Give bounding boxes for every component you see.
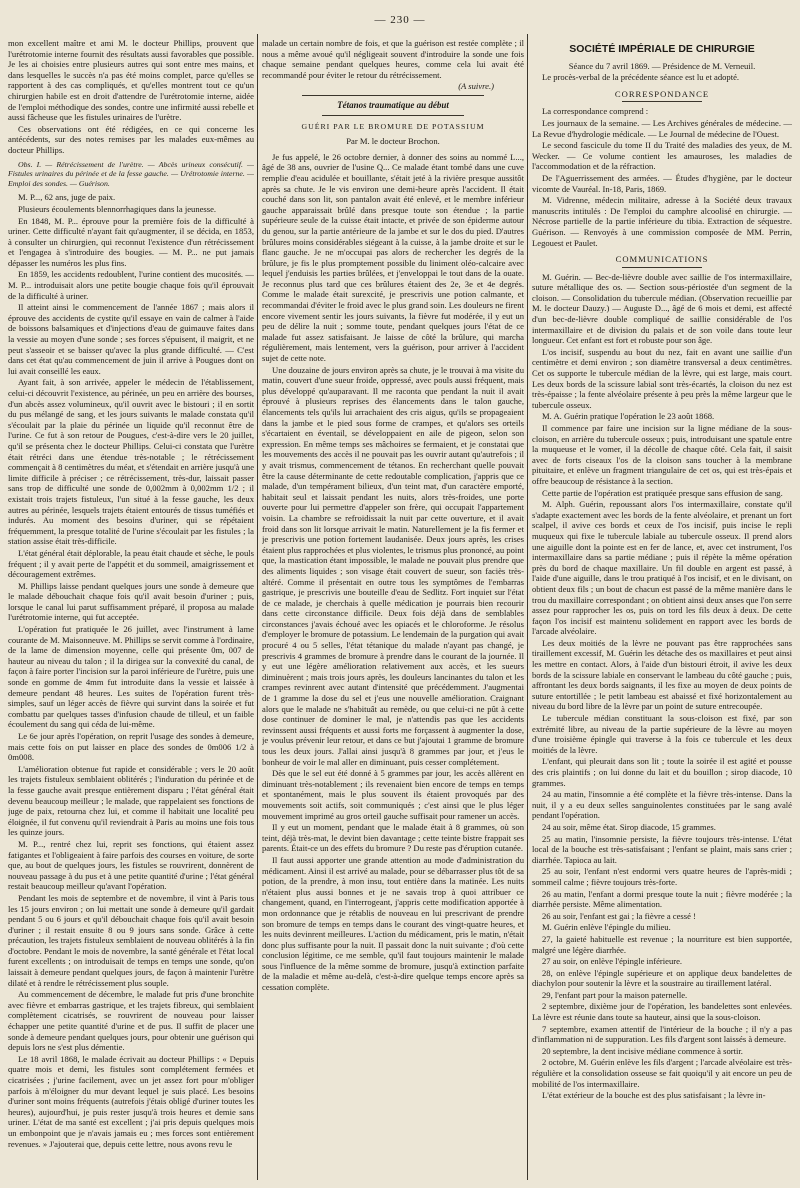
column-left [8,38,254,1178]
column-middle [262,38,524,1178]
paragraph: L'enfant, qui pleurait dans son lit ; toute la soirée il est agité et pousse des cris plaintifs ; on lui donne du lait et du bouillon ; sirop diacode, 10 grammes. [532,756,792,788]
paragraph: 25 au soir, l'enfant n'est endormi vers quatre heures de l'après-midi ; sommeil calme ; fièvre toujours très-forte. [532,866,792,887]
section-title: SOCIÉTÉ IMPÉRIALE DE CHIRURGIE [569,43,755,55]
column-right [532,38,792,1178]
paragraph: Ces observations ont été rédigées, en ce qui concerne les antécédents, sur des notes remises par les malades eux-mêmes au docteur Phillips. [8,123,254,155]
paragraph: M. Vidrenne, médecin militaire, adresse à la Société deux travaux manuscrits intitulés : De l'emploi du camphre alcoolisé en chirurgie. — Nécrose partielle de la partie inférieure du tibia. Extraction de séquestre. Guérison. — Renvoyés à une commission composée de MM. Perrin, Legouest et Paulet. [532,195,792,248]
paragraph: Il faut aussi apporter une grande attention au mode d'administration du médicament. Ainsi il est arrivé au malade, pour se débarrasser plus tôt de sa potion, de la prendre, à mon insu, tout entière dans la matinée. Les nuits n'étaient plus aussi bonnes et je ne savais trop à quoi attribuer ce changement, quand, en l'interrogeant, j'appris cette modification apportée à mon ordonnance que je rétablis de nouveau en lui prescrivant de prendre son bromure de temps en temps dans le courant des vingt-quatre heures, et les nuits devinrent meilleures. L'action du médicament, pris le matin, n'était donc plus suffisante pour la nuit. Il passait donc la nuit suivante ; d'où cette conclusion légitime, ce me semble, qu'il faut toujours maintenir le malade sous l'influence de la même somme de bromure, jusqu'à extinction parfaite de la maladie et même au-delà, c'est-à-dire quelque temps encore après sa cessation complète. [262,854,524,993]
paragraph: Le procès-verbal de la précédente séance est lu et adopté. [542,72,740,83]
paragraph: Une douzaine de jours environ après sa chute, je le trouvai à ma visite du matin, couvert d'une sueur froide, oppressé, avec pouls aussi fréquent, mais plus développé qu'auparavant. Il me raconta que pendant la nuit il avait éprouvé à plusieurs reprises des élancements dans le talon gauche, élancements tels qu'ils lui arrachaient des cris aigus, qu'ils se propageaient dans la jambe et le pied sous forme de crampes, et qu'alors ses orteils s'écartaient en éventail, se développaient en aile de pigeon, selon son expression. En même temps ses mâchoires se fermaient, et je constatai que les mouvements des accès il ne pouvait pas les ouvrir autant qu'autrefois ; il y avait trismus, commencement de tétanos. En recherchant quelle pouvait être la cause déterminante de cette redoutable complication, j'appris que ce malade, d'un tempérament bilieux, d'un teint mat, d'un caractère emporté, habitait seul et laissait pendant les nuits, alors très-froides, une porte ouverte pour lui permettre d'appeler son frère, qui occupait l'appartement voisin. La chambre se refroidissait la nuit par cette ouverture, et il avait froid dans son lit lorsque arrivait le matin. Naturellement je la fis fermer et je prescrivis une potion fortement laudanisée. Deux jours après, les crises étaient plus rapprochées et plus violentes, le trismus plus prononcé, au point que, la mastication étant impossible, le malade ne pouvait plus prendre que des aliments liquides ; son visage était couvert de sueur, son faciès très-altéré. Comme il présentait en outre tous les symptômes de l'embarras gastrique, je prescrivis une bouteille d'eau de Sedlitz. Fort inquiet sur l'état de ce malade, je cherchais à quelle médication je pourrais bien recourir dans cette circonstance difficile. Deux fois déjà dans de semblables circonstances j'avais échoué avec les opiacés et le chloroforme. Je résolus d'employer le bromure de potassium. Le lendemain de la purgation qui avait procuré 4 ou 5 selles, l'état tétanique du malade n'ayant pas changé, je prescrivis 4 grammes de bromure à prendre dans le courant de la journée. Il y eut une légère amélioration relativement aux accès, et les sueurs diminuèrent ; mais trois jours après, les douleurs lancinantes du talon et les crampes revinrent avec autant d'intensité que précédemment. J'augmentai de 1 gramme la dose du sel et j'eus une nouvelle amélioration. Craignant alors que le malade ne s'habituât au remède, ou que celui-ci ne pût à cette dose continuer de dominer le mal, je n'attendis pas que les accidents revinssent aussi fréquents et aussi forts me forçassent à augmenter la dose, je voulus prévenir leur retour, et dans ce but j'ajoutai 1 gramme de bromure tous les deux jours. J'allai ainsi jusqu'à 8 grammes par jour, et j'eus le bonheur de voir le mal aller en diminuant, puis cesser complétement. [262,364,524,767]
to-be-continued: (A suivre.) [458,81,494,92]
column-rule-right [527,34,528,1180]
paragraph: 7 septembre, examen attentif de l'intérieur de la bouche ; il n'y a pas d'inflammation ni de suppuration. Les fils d'argent sont laissés à demeure. [532,1023,792,1045]
paragraph: M. Alph. Guérin, repoussant alors l'os intermaxillaire, constate qu'il s'adapte exactement avec les bords de la fente alvéolaire, et prenant un fort scalpel, il avive ces bords et ceux de l'os incisif, puis incise le repli muqueux qui fixe le tubercule labiale au tubercule osseux. Il prend alors une aiguille dont la pointe est en fer de lance, et, avec cet instrument, l'os intermaxillaire dans sa partie médiane ; puis il répète la même opération près du bord de chaque maxillaire. Un fil double en argent est passé, à l'aide d'une aiguille, dans le trou pratiqué à l'os incisif, et en le divisant, on obtient deux fils ; un bout de chacun est passé de la même manière dans le trou du maxillaire correspondant ; on obtient ainsi deux anses que l'on serre assez pour rapprocher les os, puis on tord les fils deux à deux. De cette façon l'os incisif est maintenu solidement en rapport avec les bords de l'arcade alvéolaire. [532,499,792,637]
paragraph: Pendant les mois de septembre et de novembre, il vint à Paris tous les 15 jours environ ; on lui mettait une sonde à demeure qu'il gardait pendant 5 ou 6 jours et qu'il débouchait chaque fois qu'il avait besoin d'uriner ; il restait ensuite 8 ou 9 jours sans sonde. Grâce à cette précaution, les trajets fistuleux semblaient de nouveau oblitérés à la fin d'octobre. Pendant le mois de novembre, la santé générale et l'état local furent excellents ; on introduisait de temps en temps une sonde, qu'on laissait à demeure pendant quelques jours, de façon à maintenir l'urètre dilaté et à rendre le rétrécissement plus souple. [8,892,254,988]
separator [302,95,484,96]
paragraph: 2 septembre, dixième jour de l'opération, les bandelettes sont enlevées. La lèvre est réunie dans toute sa hauteur, ainsi que la sous-cloison. [532,1001,792,1023]
paragraph: 2 octobre, M. Guérin enlève les fils d'argent ; l'arcade alvéolaire est très-régulière et la consolidation osseuse se fait quoiqu'il y ait encore un peu de mobilité de l'os intermaxillaire. [532,1057,792,1089]
separator [622,267,702,268]
paragraph: L'état général était déplorable, la peau était chaude et sèche, le pouls fréquent ; il y avait perte de l'appétit et du sommeil, amaigrissement et découragement extrêmes. [8,547,254,580]
communications-heading: COMMUNICATIONS [615,254,709,265]
paragraph: Au commencement de décembre, le malade fut pris d'une bronchite avec fièvre et embarras gastrique, et les trajets fibreux, qui semblaient complètement cicatrisés, se rouvrirent de nouveau pour laisser échapper une petite quantité d'urine et de pus. Il suffit de placer une sonde à demeure pendant quelques jours, pour obtenir une guérison qui depuis lors ne s'est plus démentie. [8,989,254,1053]
column-rule-left [257,34,258,1180]
separator [322,115,464,116]
correspondance-heading: CORRESPONDANCE [614,88,710,99]
paragraph: Les journaux de la semaine. — Les Archives générales de médecine. — La Revue d'hydrologie médicale. — Le Journal de médecine de l'Ouest. [532,117,792,139]
page-number: — 230 — [374,14,426,26]
paragraph: 29, l'enfant part pour la maison paternelle. [542,989,688,1000]
paragraph: mon excellent maître et ami M. le docteur Phillips, prouvent que l'urétrotomie interne fournit des résultats aussi favorables que possible. Je les ai choisies entre plusieurs autres qui sont entre mes mains, et dans lesquelles le succès n'a pas été moins complet, parce qu'elles se rapportent à des cas compliqués, et qu'elles montrent tout ce qu'un chirurgien habile est en droit d'attendre de l'urétrotomie interne, aidée de l'emploi méthodique des sondes, contre une infirmité aussi rebelle et aussi fâcheuse que les fistules urinaires de l'urètre. [8,38,254,123]
paragraph: Le second fascicule du tome II du Traité des maladies des yeux, de M. Wecker. — Ce volume contient les amauroses, les maladies de l'accommodation et de la réfraction. [532,140,792,172]
paragraph: 27 au soir, on enlève l'épingle inférieure. [542,956,683,967]
paragraph: Plusieurs écoulements blennorrhagiques dans la jeunesse. [18,203,217,214]
paragraph: 28, on enlève l'épingle supérieure et on applique deux bandelettes de diachylon pour soutenir la lèvre et la soustraire au tiraillement latéral. [532,967,792,989]
paragraph: M. P..., 62 ans, juge de paix. [18,192,116,203]
seance-line: Séance du 7 avril 1869. — Présidence de M. Verneuil. [568,60,756,71]
paragraph: 26 au matin, l'enfant a dormi presque toute la nuit ; fièvre modérée ; la diarrhée persiste. Même alimentation. [532,888,792,910]
paragraph: 24 au soir, même état. Sirop diacode, 15 grammes. [542,821,716,832]
paragraph: malade un certain nombre de fois, et que la guérison est restée complète ; il nous a même avoué qu'il négligeait souvent d'introduire la sonde une fois chaque semaine pendant quelques heures, comme cela lui avait été recommandé pour éviter le retour du rétrécissement. [262,38,524,80]
paragraph: Il commence par faire une incision sur la ligne médiane de la sous-cloison, en arrière du tubercule osseux ; puis, introduisant une spatule entre la muqueuse et le vomer, il la décolle de chaque côté. Cela fait, il saisit avec de forts ciseaux l'os de la cloison sans toucher à la membrane pituitaire, et enlève un fragment triangulaire de cet os, qui est très-épais et offre beaucoup de résistance à la section. [532,423,792,486]
paragraph: En 1848, M. P... éprouve pour la première fois de la difficulté à uriner. Cette difficulté n'ayant fait qu'augmenter, il se décida, en 1853, à consulter un chirurgien, qui reconnut l'existence d'un rétrécissement et l'engagea à s'introduire des bougies. — M. P... ne put jamais dépasser les numéros les plus fins. [8,215,254,268]
paragraph: Le 18 avril 1868, le malade écrivait au docteur Phillips : « Depuis quatre mois et demi, les fistules sont complétement fermées et cicatrisées ; j'urine facilement, avec un jet assez fort pour m'obliger parfois à m'éloigner du mur devant lequel je suis placé. Les besoins d'uriner sont moins fréquents (autrefois j'étais obligé d'uriner toutes les heures), aujourd'hui, je puis rester jusqu'à trois heures et demie sans uriner. L'état de ma santé est excellent ; j'ai pris depuis quelques mois un embonpoint que je n'avais jamais eu ; mes forces sont entièrement revenues. » J'ajouterai que, depuis cette lettre, nous avons revu le [8,1053,254,1149]
paragraph: M. P..., rentré chez lui, reprit ses fonctions, qui étaient assez fatigantes et l'obligeaient à faire parfois des courses en voiture, de sorte que, au bout de quelques jours, les fistules se rouvrirent, donnèrent de nouveau passage à du pus et à une petite quantité d'urine ; l'état général restait beaucoup meilleur qu'avant l'opération. [8,838,254,892]
paragraph: L'opération fut pratiquée le 26 juillet, avec l'instrument à lame courante de M. Maisonneuve. M. Phillips se servit comme à l'ordinaire, de la lame de dimension moyenne, celle qui présente 0m, 007 de hauteur au niveau du talon ; il la dirigea sur la convexité du canal, de façon à faire porter l'incision sur la paroi inférieure de l'urètre, puis une sonde en gomme de 4mm fut introduite dans la vessie et laissée à demeure pendant 48 heures. Les suites de l'opération furent très-simples, sauf un léger accès de fièvre qui survint dans la soirée et fut combattu par quelques tasses d'infusion chaude de tilleul, et un faible écoulement du sang qui céda de lui-même. [8,624,254,730]
paragraph: Ayant fait, à son arrivée, appeler le médecin de l'établissement, celui-ci découvrit l'existence, au périnée, un peu en arrière des bourses, d'un abcès assez volumineux, qu'il ouvrit avec le bistouri ; il en sortit du pus mélangé de sang, et les jours suivants le malade constata qu'il s'écoulait par la plaie du périnée un liquide qu'il reconnut être de l'urine. Ce fut à son retour de Pougues, c'est-à-dire vers le 20 juillet, qu'il se présenta chez le docteur Phillips. Celui-ci constata que l'urètre était rétréci dans une étendue très-notable ; le rétrécissement commençait à 8 centimètres du méat, et s'étendait en arrière jusqu'à une limite difficile à préciser ; ce rétrécissement, très-dur, laissait passer sans trop de difficulté une sonde de 0,002mm à 0,002mm 1/2 ; il existait trois trajets fistuleux, l'un situé à la fesse gauche, les deux autres au périnée, lesquels trajets étaient entourés de tissus tuméfiés et indurés. Au moment des besoins d'uriner, qui se répétaient fréquemment, la presque totalité de l'urine s'écoulait par les fistules ; la station assise était très-difficile. [8,377,254,547]
observation-heading: Obs. I. — Rétrécissement de l'urètre. — Abcès urineux consécutif. — Fistules urinaires du périnée et de la fesse gauche. — Urétrotomie interne. — Emploi des sondes. — Guérison. [8,159,254,188]
paragraph: En 1859, les accidents redoublent, l'urine contient des mucosités. — M. P... introduisait alors une petite bougie chaque fois qu'il éprouvait de la difficulté à uriner. [8,269,254,301]
paragraph: M. Guérin. — Bec-de-lièvre double avec saillie de l'os intermaxillaire, suture métallique des os. — Section sous-périostée d'un segment de la cloison. — Consolidation du tubercule médian. (Observation recueillie par M. le docteur Dauzy.) — Auguste D..., âgé de 6 mois et demi, est affecté d'un bec-de-lièvre double compliqué de saillie considérable de l'os intermaxillaire et de division du palais et de son voile dans toute leur longueur. Cet enfant est fort et robuste pour son âge. [532,271,792,346]
paragraph: M. Guérin enlève l'épingle du milieu. [542,922,671,933]
paragraph: 24 au matin, l'insomnie a été complète et la fièvre très-intense. Dans la nuit, il y a eu deux selles sanguinolentes constituées par le sang avalé pendant l'opération. [532,789,792,821]
paragraph: 20 septembre, la dent incisive médiane commence à sortir. [542,1045,743,1056]
article-title: Tétanos traumatique au début [337,99,449,110]
paragraph: 26 au soir, l'enfant est gai ; la fièvre a cessé ! [542,910,696,921]
paragraph: Je fus appelé, le 26 octobre dernier, à donner des soins au nommé L..., âgé de 38 ans, ouvrier de l'usine Q... Ce malade étant tombé dans une cuve remplie d'eau acidulée et bouillante, s'était jeté à la rivière presque aussitôt après sa chute. Je le vis environ une demi-heure après l'accident. Il était couché dans son lit, son pantalon avait été enlevé, et le membre inférieur gauche apparaissait brûlé dans presque toute son étendue ; la partie supérieure seule de la cuisse était intacte, et privée de son épiderme autour du genou, sur la partie antérieure de la jambe et sur le dos du pied. D'autres brûlures moins considérables siégeant à la cuisse, à la jambe droite et sur le flanc gauche. Je ne m'occupai pas alors de rechercher les degrés de la brûlure, je fis le plus promptement possible du liniment oléo-calcaire avec lequel j'enduisis les parties brûlées, et j'enveloppai le tout dans de la ouate. Je reconnus plus tard que ces brûlures étaient des 2e, 3e et 4e degrés. Comme le malade était surexcité, je prescrivis une potion calmante, et recommandai d'éviter le froid avec le plus grand soin. Les douleurs ne firent encore vivement sentir les jours suivants, la fièvre fut modérée, il y eut un peu de délire la nuit ; somme toute, pendant quelques jours l'état de ce malade fut assez satisfaisant. Je laisse de côté la brûlure, qui marcha régulièrement, mais lentement, vers la guérison, pour arriver à l'accident sujet de cette note. [262,151,524,364]
paragraph: Cette partie de l'opération est pratiquée presque sans effusion de sang. [542,487,783,498]
paragraph: Le tubercule médian constituant la sous-cloison est fixé, par son extrémité libre, au niveau de la partie supérieure de la lèvre au moyen d'une troisième épingle qui traverse à la fois ce tubercule et les deux moitiés de la lèvre. [532,713,792,755]
paragraph: Il y eut un moment, pendant que le malade était à 8 grammes, où son teint, déjà très-mat, le devint bien davantage ; cette teinte bistre frappait ses parents. Était-ce un des effets du bromure ? Du reste pas d'éruption cutanée. [262,822,524,854]
paragraph: 27, la gaieté habituelle est revenue ; la nourriture est bien supportée, malgré une légère diarrhée. [532,933,792,955]
paragraph: M. A. Guérin pratique l'opération le 23 août 1868. [542,411,715,422]
paragraph: Dès que le sel eut été donné à 5 grammes par jour, les accès allèrent en diminuant très-notablement ; ils revenaient bien encore de temps en temps et spontanément, mais le plus souvent ils étaient provoqués par des mouvements soit actifs, soit communiqués ; c'est ainsi que le plus léger mouvement imprimé au gros orteil gauche suffisait pour ramener un accès. [262,768,524,821]
paragraph: Les deux moitiés de la lèvre ne pouvant pas être rapprochées sans tiraillement excessif, M. Guérin les détache des os maxillaires et peut ainsi les mettre en contact. Alors, à l'aide d'un bistouri étroit, il avive les deux bords de la scissure labiale en conservant le lambeau du côté gauche ; puis, affrontant les deux bords saignants, il les fixe au moyen de deux points de suture entortillée ; le petit lambeau est abaissé et fixé horizontalement au niveau du bord libre de la lèvre par un point de suture entrecoupée. [532,637,792,712]
paragraph: Le 6e jour après l'opération, on reprit l'usage des sondes à demeure, mais cette fois on put laisser en place des sondes de 0m006 1/2 à 0m008. [8,731,254,763]
paragraph: La correspondance comprend : [542,106,649,117]
separator [622,101,702,102]
paragraph: 25 au matin, l'insomnie persiste, la fièvre toujours très-intense. L'état local de la bouche est très-satisfaisant ; l'enfant se plaint, mais sans crier ; diarrhée. Tapioca au lait. [532,833,792,865]
article-subtitle: GUÉRI PAR LE BROMURE DE POTASSIUM [301,121,485,131]
paragraph: L'état extérieur de la bouche est des plus satisfaisant ; la lèvre in- [542,1090,766,1101]
article-author: Par M. le docteur Brochon. [346,136,440,147]
paragraph: L'os incisif, suspendu au bout du nez, fait en avant une saillie d'un centimètre et demi environ ; son diamètre transversal a deux centimètres. Cet os supporte le tubercule médian de la lèvre, qui est large, mais court. Les deux bords de la scissure labial sont très-écartés, la cloison du nez est très-épaisse ; la fente alvéolaire présente à peu près la même largeur que le tubercule osseux. [532,346,792,410]
paragraph: M. Phillips laisse pendant quelques jours une sonde à demeure que le malade débouchait chaque fois qu'il avait besoin d'uriner ; puis, lorsque le canal lui parut suffisamment préparé, il proposa au malade l'urétrotomie interne, qui fut acceptée. [8,580,254,623]
paragraph: L'amélioration obtenue fut rapide et considérable ; vers le 20 août les trajets fistuleux semblaient oblitérés ; l'induration du périnée et de la fesse gauche avait presque entièrement disparu ; l'état général était devenu beaucoup meilleur ; le malade, que rappelaient ses fonctions de juge de paix, retourna chez lui, et comme il habitait une localité peu éloignée, il fut convenu qu'il reviendrait à Paris au moins une fois tous les quinze jours. [8,763,254,838]
paragraph: De l'Aguerrissement des armées. — Études d'hygiène, par le docteur vicomte de Vauréal. In-18, Paris, 1869. [532,172,792,194]
paragraph: Il atteint ainsi le commencement de l'année 1867 ; mais alors il éprouve des accidents de cystite qu'il essaye en vain de calmer à l'aide de boissons balsamiques et d'injections d'eau de guimauve faites dans la vessie au moyen d'une sonde ; ses forces s'épuisent, il maigrit, et ne peut s'asseoir et se baisser qu'avec la plus grande difficulté. — C'est dans cet état qu'au commencement de juin il arrive à Pougues dont on lui avait conseillé les eaux. [8,302,254,376]
